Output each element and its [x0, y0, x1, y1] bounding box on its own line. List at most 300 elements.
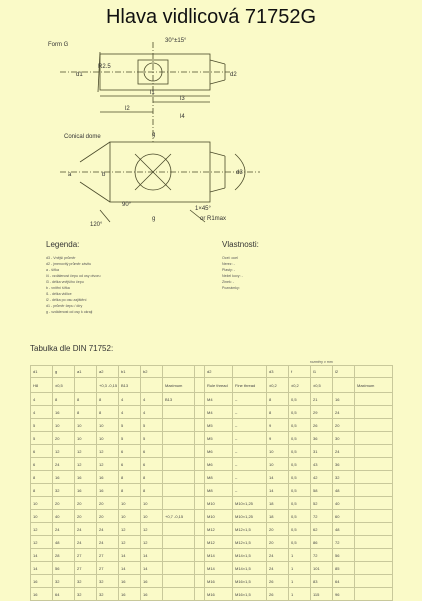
- table-row: [31, 575, 393, 588]
- table-cell: 14: [267, 484, 289, 497]
- table-cell: B13: [163, 393, 195, 406]
- table-cell: [195, 484, 205, 497]
- legend-heading: Legenda:: [46, 240, 80, 249]
- table-cell: 32: [75, 588, 97, 601]
- table-cell: 18: [267, 510, 289, 523]
- table-cell: 48: [333, 484, 355, 497]
- table-cell: 48: [53, 536, 75, 549]
- table-cell: b2: [141, 366, 163, 378]
- table-cell: 60: [333, 510, 355, 523]
- table-cell: Rule thread: [205, 378, 233, 393]
- table-cell: 5: [119, 432, 141, 445]
- table-cell: 14: [31, 549, 53, 562]
- table-cell: 9: [267, 432, 289, 445]
- table-cell: +0,3 -0,15: [97, 378, 119, 393]
- table-cell: M16×1,5: [233, 588, 267, 601]
- table-cell: 10: [119, 497, 141, 510]
- table-cell: 6: [31, 445, 53, 458]
- table-cell: M16: [205, 588, 233, 601]
- angle-label: 30°±15°: [165, 38, 187, 44]
- table-cell: [355, 497, 393, 510]
- table-cell: 24: [267, 562, 289, 575]
- dim-a-label: a: [68, 172, 72, 178]
- table-cell: M10×1,25: [233, 510, 267, 523]
- table-cell: 16: [31, 588, 53, 601]
- table-row: [31, 432, 393, 445]
- table-cell: –: [233, 484, 267, 497]
- table-cell: 0,5: [289, 393, 311, 406]
- table-cell: [195, 366, 205, 378]
- table-cell: [195, 575, 205, 588]
- table-cell: 20: [75, 497, 97, 510]
- table-cell: [163, 497, 195, 510]
- table-cell: M8: [205, 471, 233, 484]
- table-cell: M12×1,5: [233, 523, 267, 536]
- table-cell: d1: [31, 366, 53, 378]
- table-row: [31, 484, 393, 497]
- table-cell: 14: [267, 471, 289, 484]
- table-cell: M6: [205, 458, 233, 471]
- table-cell: [163, 562, 195, 575]
- table-cell: 20: [75, 510, 97, 523]
- table-cell: 58: [311, 484, 333, 497]
- legend-item: l3 - délka vnějšího čepu: [46, 280, 84, 284]
- table-cell: 28: [53, 549, 75, 562]
- table-cell: [355, 549, 393, 562]
- table-cell: 52: [311, 497, 333, 510]
- table-cell: 8: [141, 471, 163, 484]
- table-cell: 5: [141, 419, 163, 432]
- table-cell: [355, 393, 393, 406]
- or-r1max-label: or R1max: [200, 216, 227, 222]
- table-cell: H8: [31, 378, 53, 393]
- table-row: [31, 588, 393, 601]
- legend-section: [46, 240, 216, 315]
- dim-d3-label: d3: [236, 170, 243, 176]
- table-cell: 27: [75, 549, 97, 562]
- table-cell: [163, 406, 195, 419]
- table-row: [31, 458, 393, 471]
- table-cell: 24: [75, 536, 97, 549]
- legend-item: b - vnitřní šířka: [46, 286, 70, 290]
- table-cell: 12: [53, 445, 75, 458]
- dim-d1-label: d1: [76, 72, 83, 78]
- dome-thread-top: [210, 152, 225, 156]
- table-cell: 115: [311, 588, 333, 601]
- table-cell: 20: [53, 432, 75, 445]
- table-cell: 0,5: [289, 471, 311, 484]
- table-cell: 86: [311, 536, 333, 549]
- table-cell: l1: [311, 366, 333, 378]
- table-cell: [163, 445, 195, 458]
- table-cell: 1: [289, 549, 311, 562]
- table-cell: 30: [333, 432, 355, 445]
- table-cell: 1: [289, 562, 311, 575]
- table-cell: [195, 549, 205, 562]
- dim-g2-label: g: [152, 216, 156, 222]
- table-cell: 16: [333, 393, 355, 406]
- table-cell: 43: [311, 458, 333, 471]
- fork-thread-top: [210, 60, 225, 64]
- table-cell: 1: [289, 588, 311, 601]
- table-cell: M16: [205, 575, 233, 588]
- properties-heading: Vlastnosti:: [222, 240, 259, 249]
- dim-l4-label: l4: [180, 114, 185, 120]
- table-cell: [195, 445, 205, 458]
- dim-b-label: b: [102, 172, 106, 178]
- table-cell: 56: [333, 549, 355, 562]
- table-cell: 8: [75, 393, 97, 406]
- table-cell: 16: [31, 575, 53, 588]
- angle-120-label: 120°: [90, 222, 103, 228]
- table-cell: 10: [97, 432, 119, 445]
- table-cell: 31: [311, 445, 333, 458]
- table-cell: 4: [141, 393, 163, 406]
- table-cell: [195, 393, 205, 406]
- table-cell: 4: [31, 406, 53, 419]
- legend-item: l4 - vzdálenost čepu od osy otvoru: [46, 274, 101, 278]
- table-cell: 4: [119, 393, 141, 406]
- table-cell: [195, 536, 205, 549]
- cone-bottom: [80, 182, 110, 202]
- table-cell: 12: [97, 445, 119, 458]
- property-item: Plasty: -: [222, 268, 235, 272]
- table-cell: –: [233, 445, 267, 458]
- table-cell: 72: [311, 549, 333, 562]
- table-cell: M4: [205, 406, 233, 419]
- table-cell: [163, 432, 195, 445]
- table-cell: 36: [311, 432, 333, 445]
- table-cell: 16: [75, 471, 97, 484]
- dim-l1-label: l1: [150, 90, 155, 96]
- dim-l3-label: l3: [180, 96, 185, 102]
- table-row: [31, 406, 393, 419]
- table-cell: a2: [97, 366, 119, 378]
- table-cell: 40: [53, 510, 75, 523]
- table-cell: a1: [75, 366, 97, 378]
- table-cell: 9: [267, 419, 289, 432]
- table-cell: 16: [75, 484, 97, 497]
- table-cell: 26: [267, 588, 289, 601]
- table-cell: l2: [333, 366, 355, 378]
- table-cell: ±0,5: [53, 378, 75, 393]
- table-row: [31, 445, 393, 458]
- table-cell: 0,5: [289, 432, 311, 445]
- table-cell: 6: [119, 445, 141, 458]
- legend-item: d1 - průměr čepu / díry: [46, 304, 83, 308]
- property-item: Poznámky:: [222, 286, 240, 290]
- legend-item: g - vzdálenost od osy k okraji: [46, 310, 93, 314]
- table-cell: 12: [119, 536, 141, 549]
- table-cell: 12: [75, 445, 97, 458]
- table-cell: 6: [31, 458, 53, 471]
- table-row: [31, 523, 393, 536]
- table-cell: M10: [205, 497, 233, 510]
- table-cell: 8: [267, 393, 289, 406]
- radius-label: R2.5: [98, 64, 111, 70]
- table-cell: [195, 406, 205, 419]
- table-cell: [355, 484, 393, 497]
- table-cell: 26: [311, 419, 333, 432]
- table-cell: [163, 523, 195, 536]
- table-row: [31, 393, 393, 406]
- table-cell: 0,5: [289, 536, 311, 549]
- table-cell: 16: [97, 484, 119, 497]
- table-cell: 101: [311, 562, 333, 575]
- table-cell: Maximum: [355, 378, 393, 393]
- table-title: Tabulka dle DIN 71752:: [30, 344, 114, 353]
- table-cell: B13: [119, 378, 141, 393]
- table-cell: 20: [333, 419, 355, 432]
- table-cell: 29: [311, 406, 333, 419]
- table-cell: [195, 510, 205, 523]
- table-cell: 0,5: [289, 458, 311, 471]
- table-cell: [355, 445, 393, 458]
- table-row: [31, 419, 393, 432]
- table-row: [31, 471, 393, 484]
- table-cell: 26: [267, 575, 289, 588]
- table-cell: 8: [31, 471, 53, 484]
- table-cell: [163, 588, 195, 601]
- table-cell: [163, 484, 195, 497]
- properties-list: [222, 255, 392, 291]
- table-cell: [233, 366, 267, 378]
- table-cell: 10: [267, 458, 289, 471]
- table-cell: [333, 378, 355, 393]
- table-cell: 24: [267, 549, 289, 562]
- table-cell: 10: [75, 419, 97, 432]
- table-header-row: [31, 366, 393, 378]
- table-cell: M12: [205, 536, 233, 549]
- table-cell: 16: [119, 588, 141, 601]
- table-cell: 14: [31, 562, 53, 575]
- table-cell: 8: [97, 393, 119, 406]
- table-cell: M5: [205, 419, 233, 432]
- table-cell: [163, 549, 195, 562]
- dome-label: Conical dome: [64, 134, 101, 140]
- table-cell: [163, 419, 195, 432]
- table-cell: 10: [75, 432, 97, 445]
- table-cell: [75, 378, 97, 393]
- table-cell: [355, 562, 393, 575]
- table-cell: 16: [53, 406, 75, 419]
- table-row: [31, 510, 393, 523]
- table-cell: [195, 419, 205, 432]
- table-cell: 32: [97, 575, 119, 588]
- table-cell: 72: [333, 536, 355, 549]
- table-cell: [355, 419, 393, 432]
- table-cell: 10: [119, 510, 141, 523]
- table-cell: [355, 536, 393, 549]
- table-cell: 24: [53, 523, 75, 536]
- table-cell: [141, 378, 163, 393]
- table-cell: –: [233, 393, 267, 406]
- table-cell: 20: [97, 510, 119, 523]
- dome-thread-bottom: [210, 188, 225, 192]
- table-cell: M4: [205, 393, 233, 406]
- table-cell: 4: [141, 406, 163, 419]
- table-cell: [355, 432, 393, 445]
- table-cell: 10: [141, 497, 163, 510]
- table-cell: ±0,5: [311, 378, 333, 393]
- table-cell: [163, 575, 195, 588]
- table-cell: 10: [141, 510, 163, 523]
- property-item: Ocel: ocel: [222, 256, 238, 260]
- table-cell: 4: [119, 406, 141, 419]
- property-item: Zinek: -: [222, 280, 234, 284]
- page-title: Hlava vidlicová 71752G: [105, 6, 317, 28]
- table-cell: [355, 523, 393, 536]
- table-cell: 8: [267, 406, 289, 419]
- table-cell: –: [233, 471, 267, 484]
- table-cell: M14: [205, 562, 233, 575]
- table-cell: 62: [311, 523, 333, 536]
- table-cell: 64: [53, 588, 75, 601]
- table-cell: –: [233, 458, 267, 471]
- table-cell: 5: [141, 432, 163, 445]
- legend-item: d3 - Vnější průměr: [46, 256, 76, 260]
- table-cell: 21: [311, 393, 333, 406]
- table-cell: [355, 458, 393, 471]
- table-cell: 5: [31, 432, 53, 445]
- table-cell: 8: [97, 406, 119, 419]
- table-cell: [195, 588, 205, 601]
- table-cell: 40: [333, 497, 355, 510]
- table-cell: 18: [267, 497, 289, 510]
- table-cell: g: [53, 366, 75, 378]
- angle-90-label: 90°: [122, 202, 132, 208]
- table-cell: 0,5: [289, 445, 311, 458]
- table-row: [31, 549, 393, 562]
- table-row: [31, 536, 393, 549]
- table-cell: 10: [267, 445, 289, 458]
- table-cell: 0,5: [289, 497, 311, 510]
- table-cell: 83: [311, 575, 333, 588]
- table-cell: 14: [119, 562, 141, 575]
- table-cell: [195, 378, 205, 393]
- table-cell: 14: [141, 562, 163, 575]
- table-cell: 16: [119, 575, 141, 588]
- table-row: [31, 562, 393, 575]
- table-cell: 8: [141, 484, 163, 497]
- table-cell: M10: [205, 510, 233, 523]
- table-cell: 12: [31, 523, 53, 536]
- table-cell: 0,5: [289, 523, 311, 536]
- properties-section: [222, 240, 392, 291]
- dim-g-label: g: [152, 132, 156, 138]
- table-cell: [195, 458, 205, 471]
- table-cell: 0,5: [289, 406, 311, 419]
- table-cell: 27: [97, 549, 119, 562]
- table-cell: Maximum: [163, 378, 195, 393]
- table-cell: 42: [311, 471, 333, 484]
- table-cell: [195, 471, 205, 484]
- table-cell: 32: [53, 575, 75, 588]
- table-cell: 5: [119, 419, 141, 432]
- table-cell: 16: [141, 575, 163, 588]
- legend-item: d2 - jmenovitý průměr závitu: [46, 262, 92, 266]
- table-cell: [163, 536, 195, 549]
- table-cell: f: [289, 366, 311, 378]
- table-cell: b1: [119, 366, 141, 378]
- table-cell: 27: [75, 562, 97, 575]
- table-cell: 0,5: [289, 510, 311, 523]
- table-cell: 48: [333, 523, 355, 536]
- table-cell: M10×1,25: [233, 497, 267, 510]
- unit-note: rozměry v mm: [310, 360, 333, 364]
- table-cell: [163, 471, 195, 484]
- chamfer-label: 1×45°: [195, 206, 211, 212]
- table-cell: 10: [97, 419, 119, 432]
- table-cell: 56: [53, 562, 75, 575]
- table-cell: 32: [53, 484, 75, 497]
- table-cell: 16: [141, 588, 163, 601]
- table-cell: M14: [205, 549, 233, 562]
- table-cell: 32: [333, 471, 355, 484]
- table-cell: 14: [119, 549, 141, 562]
- table-cell: 8: [119, 484, 141, 497]
- table-cell: –: [233, 419, 267, 432]
- table-cell: 24: [97, 523, 119, 536]
- table-cell: 20: [53, 497, 75, 510]
- table-cell: M16×1,5: [233, 575, 267, 588]
- table-cell: 24: [97, 536, 119, 549]
- table-cell: 12: [119, 523, 141, 536]
- table-cell: 10: [53, 419, 75, 432]
- table-cell: M6: [205, 445, 233, 458]
- table-cell: 24: [333, 445, 355, 458]
- table-cell: 10: [31, 510, 53, 523]
- din-table: [30, 365, 393, 601]
- table-cell: M14×1,5: [233, 562, 267, 575]
- table-cell: 12: [75, 458, 97, 471]
- table-cell: Fine thread: [233, 378, 267, 393]
- table-cell: 10: [31, 497, 53, 510]
- table-cell: 6: [119, 458, 141, 471]
- table-cell: 36: [333, 458, 355, 471]
- form-label: Form G: [48, 42, 69, 48]
- table-cell: 8: [75, 406, 97, 419]
- legend-item: l1 - délka vidlice: [46, 292, 72, 296]
- table-cell: –: [233, 432, 267, 445]
- table-cell: 24: [53, 458, 75, 471]
- table-cell: [163, 458, 195, 471]
- table-cell: 8: [119, 471, 141, 484]
- table-cell: 27: [97, 562, 119, 575]
- table-cell: M8: [205, 484, 233, 497]
- table-cell: M5: [205, 432, 233, 445]
- table-cell: –: [233, 406, 267, 419]
- table-cell: d2: [205, 366, 233, 378]
- table-cell: 8: [53, 393, 75, 406]
- table-cell: d3: [267, 366, 289, 378]
- table-cell: 20: [267, 523, 289, 536]
- legend-item: l2 - délka po osu zajištění: [46, 298, 87, 302]
- dim-d2-label: d2: [230, 72, 237, 78]
- table-cell: 4: [31, 393, 53, 406]
- technical-drawing: [40, 32, 400, 232]
- table-cell: 16: [97, 471, 119, 484]
- table-cell: 64: [333, 575, 355, 588]
- table-cell: 14: [141, 549, 163, 562]
- table-cell: [355, 406, 393, 419]
- table-cell: M12×1,5: [233, 536, 267, 549]
- table-cell: ±0,2: [289, 378, 311, 393]
- table-cell: 12: [141, 523, 163, 536]
- table-cell: 85: [333, 562, 355, 575]
- table-cell: [355, 575, 393, 588]
- table-cell: M14×1,5: [233, 549, 267, 562]
